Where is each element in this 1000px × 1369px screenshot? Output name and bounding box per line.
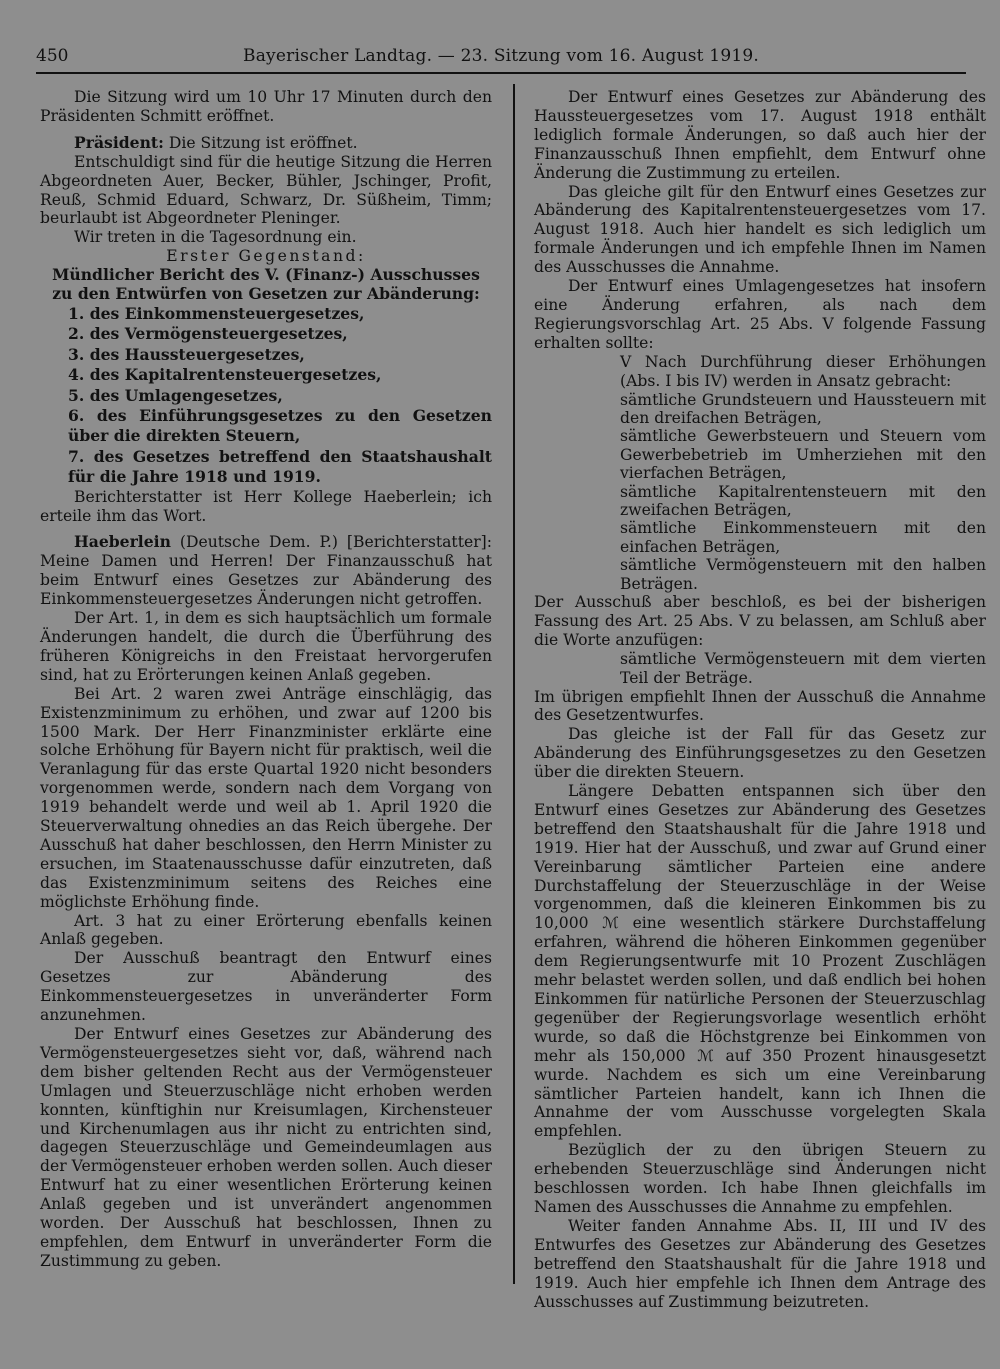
agenda-item: 1. des Einkommensteuergesetzes, bbox=[68, 303, 365, 323]
quote-intro: V Nach Durchführung dieser Erhöhungen (Abs. I bis IV) werden in Ansatz gebracht: bbox=[620, 352, 986, 390]
capital-tax-paragraph: Das gleiche gilt für den Entwurf eines Gesetzes zur Abänderung des Kapitalrentensteuergesetzes vom 17. August 1918. Auch hier handelt es sich lediglich um formale Änderungen und ich empfehle Ihnen im Namen des Ausschusses die Annahme. bbox=[534, 182, 986, 277]
first-item-heading: Erster Gegenstand: bbox=[166, 247, 366, 266]
right-column bbox=[534, 88, 986, 1311]
remaining-paragraph: Im übrigen empfiehlt Ihnen der Ausschuß die Annahme des Gesetzentwurfes. bbox=[534, 687, 986, 725]
left-column bbox=[40, 88, 492, 1271]
proposal-paragraph: Der Ausschuß beantragt den Entwurf eines Gesetzes zur Abänderung des Einkommensteuergesetzes in unveränderter Form anzunehmen. bbox=[40, 949, 492, 1025]
quote-item: sämtliche Gewerbsteuern und Steuern vom Gewerbebetrieb im Umherziehen mit den vierfachen Beträgen, bbox=[620, 427, 986, 483]
running-title: Bayerischer Landtag. — 23. Sitzung vom 16. August 1919. bbox=[243, 46, 759, 66]
agenda-item: 3. des Haussteuergesetzes, bbox=[68, 344, 305, 364]
quote-item: sämtliche Vermögensteuern mit den halben Beträgen. bbox=[620, 556, 986, 593]
debates-paragraph: Längere Debatten entspannen sich über den Entwurf eines Gesetzes zur Abänderung des Gesetzes betreffend den Staatshaushalt für die Jahre 1918 und 1919. Hier hat der Ausschuß, und zwar auf Grund einer Vereinbarung sämtlicher Parteien eine andere Durchstaffelung der Steuerzuschläge in der Weise vorgenommen, daß die kleineren Einkommen bis zu 10,000 ℳ eine wesentlich stärkere Durchstaffelung erfahren, während die höheren Einkommen gegenüber dem Regierungsentwurfe mit 10 Prozent Zuschlägen mehr belastet werden sollen, und daß endlich bei hohen Einkommen für natürliche Personen der Steuerzuschlag gegenüber der Regierungsvorlage wesentlich erhöht wurde, so daß die Höchstgrenze bei Einkommen von mehr als 150,000 ℳ auf 350 Prozent hinausgesetzt wurde. Nachdem es sich um eine Vereinbarung sämtlicher Parteien handelt, kann ich Ihnen die Annahme der vom Ausschusse vorgelegten Skala empfehlen. bbox=[534, 782, 986, 1141]
page-number: 450 bbox=[36, 46, 69, 66]
agenda-intro: Wir treten in die Tagesordnung ein. bbox=[74, 228, 357, 247]
agenda-item: 4. des Kapitalrentensteuergesetzes, bbox=[68, 365, 382, 385]
quote-item: sämtliche Grundsteuern und Haussteuern mit den dreifachen Beträgen, bbox=[620, 390, 986, 427]
art3-paragraph: Art. 3 hat zu einer Erörterung ebenfalls keinen Anlaß gegeben. bbox=[40, 911, 492, 949]
agenda-list bbox=[40, 304, 492, 488]
column-divider bbox=[513, 84, 515, 1284]
speaker-president: Präsident: bbox=[74, 132, 164, 152]
further-adoption-paragraph: Weiter fanden Annahme Abs. II, III und IV des Entwurfes des Gesetzes zur Abänderung des Gesetzes betreffend den Staatshaushalt für die Jahre 1918 und 1919. Auch hier empfehle ich Ihnen dem Antrage des Ausschusses auf Zustimmung beizutreten. bbox=[534, 1216, 986, 1311]
speaker-haeberlein: Haeberlein bbox=[74, 532, 171, 552]
haeberlein-statement: (Deutsche Dem. P.) [Berichterstatter]: Meine Damen und Herren! Der Finanzausschuß hat beim Entwurf eines Gesetzes zur Abänderung des Einkommensteuergesetzes Änderungen nicht getroffen. bbox=[40, 533, 492, 609]
art1-paragraph: Der Art. 1, in dem es sich hauptsächlich um formale Änderungen handelt, die durch die Überführung des früheren Königreichs in den Freistaat hervorgerufen sind, hat zu Erörterungen keinen Anlaß gegeben. bbox=[40, 609, 492, 684]
committee-decision-paragraph: Der Ausschuß aber beschloß, es bei der bisherigen Fassung des Art. 25 Abs. V zu belassen, am Schluß aber die Worte anzufügen: bbox=[534, 592, 986, 649]
levy-law-paragraph: Der Entwurf eines Umlagengesetzes hat insofern eine Änderung erfahren, als nach dem Regierungsvorschlag Art. 25 Abs. V folgende Fassung erhalten sollte: bbox=[534, 277, 986, 352]
excused-paragraph: Entschuldigt sind für die heutige Sitzung die Herren Abgeordneten Auer, Becker, Bühler, Jschinger, Profit, Reuß, Schmid Eduard, Schwarz, Dr. Süßheim, Timm; beurlaubt ist Abgeordneter Pleninger. bbox=[40, 152, 492, 228]
agenda-item: 6. des Einführungsgesetzes zu den Gesetzen über die direkten Steuern, bbox=[68, 406, 492, 446]
report-heading: Mündlicher Bericht des V. (Finanz-) Ausschusses zu den Entwürfen von Gesetzen zur Abänderung: bbox=[52, 265, 480, 304]
opening-paragraph: Die Sitzung wird um 10 Uhr 17 Minuten durch den Präsidenten Schmitt eröffnet. bbox=[40, 88, 492, 125]
quote-item: sämtliche Einkommensteuern mit den einfachen Beträgen, bbox=[620, 519, 986, 556]
haeberlein-paragraph bbox=[40, 533, 492, 609]
surcharges-paragraph: Bezüglich der zu den übrigen Steuern zu erhebenden Steuerzuschläge sind Änderungen nicht beschlossen worden. Ich habe Ihnen gleichfalls im Namen des Ausschusses die Annahme zu empfehlen. bbox=[534, 1141, 986, 1216]
introduction-law-paragraph: Das gleiche ist der Fall für das Gesetz zur Abänderung des Einführungsgesetzes zu den Gesetzen über die direkten Steuern. bbox=[534, 725, 986, 782]
agenda-item: 2. des Vermögensteuergesetzes, bbox=[68, 324, 348, 344]
added-words-quote: sämtliche Vermögensteuern mit dem vierten Teil der Beträge. bbox=[620, 649, 986, 687]
president-statement: Die Sitzung ist eröffnet. bbox=[163, 133, 358, 152]
president-paragraph bbox=[40, 134, 492, 153]
art2-paragraph: Bei Art. 2 waren zwei Anträge einschlägig, das Existenzminimum zu erhöhen, und zwar auf 1200 bis 1500 Mark. Der Herr Finanzminister erklärte eine solche Erhöhung für Bayern nicht für praktisch, weil die Veranlagung für das erste Quartal 1920 nicht besonders vorgenommen werde, sondern nach dem Vorgang von 1919 behandelt werde und weil ab 1. April 1920 die Steuerverwaltung ohnedies an das Reich übergehe. Der Ausschuß hat daher beschlossen, den Herrn Minister zu ersuchen, im Staatenausschusse dafür einzutreten, daß das Existenzminimum seitens des Reiches eine möglichste Erhöhung finde. bbox=[40, 684, 492, 911]
house-tax-paragraph: Der Entwurf eines Gesetzes zur Abänderung des Haussteuergesetzes vom 17. August 1918 enthält lediglich formale Änderungen, so daß auch hier der Finanzausschuß Ihnen empfiehlt, dem Entwurf ohne Änderung die Zustimmung zu erteilen. bbox=[534, 88, 986, 182]
wealth-tax-paragraph: Der Entwurf eines Gesetzes zur Abänderung des Vermögensteuergesetzes sieht vor, daß, während nach dem bisher geltenden Recht aus der Vermögensteuer Umlagen und Steuerzuschläge nicht erhoben werden konnten, künftighin nur Kreisumlagen, Kirchensteuer und Kirchenumlagen aus ihr nicht zu entrichten sind, dagegen Steuerzuschläge und Gemeindeumlagen aus der Vermögensteuer erhoben werden sollen. Auch dieser Entwurf hat zu einer wesentlichen Erörterung keinen Anlaß gegeben und ist unverändert angenommen worden. Der Ausschuß hat beschlossen, Ihnen zu empfehlen, dem Entwurf in unveränderter Form die Zustimmung zu geben. bbox=[40, 1025, 492, 1270]
agenda-item: 7. des Gesetzes betreffend den Staatshaushalt für die Jahre 1918 und 1919. bbox=[68, 446, 492, 487]
page-header bbox=[36, 44, 966, 74]
rapporteur-paragraph: Berichterstatter ist Herr Kollege Haeberlein; ich erteile ihm das Wort. bbox=[40, 487, 492, 525]
agenda-item: 5. des Umlagengesetzes, bbox=[68, 385, 283, 405]
quote-item: sämtliche Kapitalrentensteuern mit den zweifachen Beträgen, bbox=[620, 482, 986, 519]
